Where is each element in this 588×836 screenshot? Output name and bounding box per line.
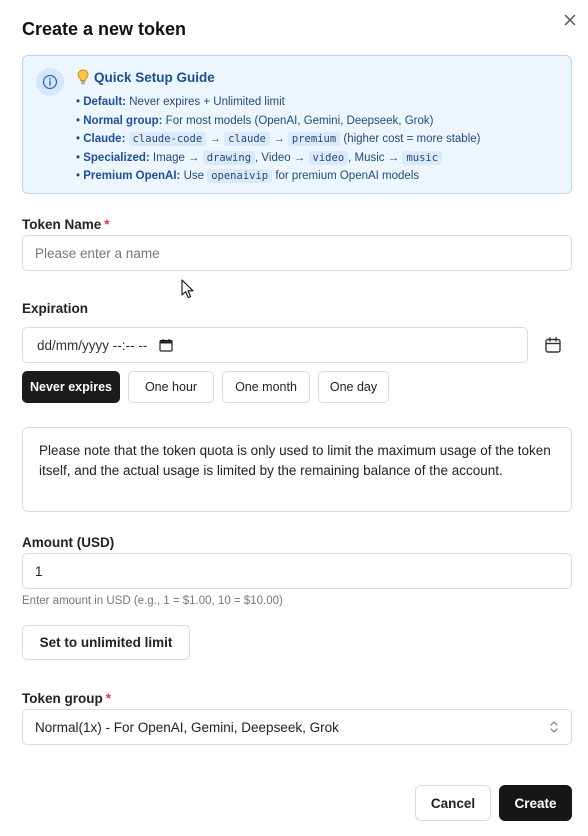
token-group-value: Normal(1x) - For OpenAI, Gemini, Deepseek, Grok: [35, 719, 339, 735]
chevron-updown-icon: [549, 720, 559, 734]
close-icon[interactable]: [562, 12, 578, 28]
calendar-icon[interactable]: [544, 336, 562, 354]
code-openaivip: openaivip: [207, 169, 272, 183]
guide-heading: [76, 69, 215, 85]
code-music: music: [402, 151, 442, 165]
amount-input[interactable]: [22, 553, 572, 589]
quick-setup-guide: [22, 55, 572, 194]
mouse-cursor-icon: [181, 279, 195, 299]
expiration-datetime-input[interactable]: [22, 327, 528, 363]
expiration-presets: [22, 371, 389, 403]
expiration-datetime-value: dd/mm/yyyy --:-- --: [37, 337, 148, 353]
guide-heading-text: Quick Setup Guide: [94, 69, 215, 85]
guide-item-premium-openai: • Premium OpenAI: Use openaivip for premium OpenAI models: [76, 170, 420, 183]
preset-one-hour[interactable]: One hour: [128, 371, 214, 403]
create-button[interactable]: Create: [499, 785, 572, 821]
amount-hint: Enter amount in USD (e.g., 1 = $1.00, 10 = $10.00): [22, 595, 283, 607]
cancel-button[interactable]: Cancel: [415, 785, 491, 821]
token-name-input[interactable]: [22, 235, 572, 271]
quota-note: Please note that the token quota is only used to limit the maximum usage of the token itself, and the actual usage is limited by the remaining balance of the account.: [22, 427, 572, 512]
code-claude-code: claude-code: [129, 132, 207, 146]
info-icon: [42, 74, 58, 90]
guide-item-claude: • Claude: claude-code → claude → premium (higher cost = more stable): [76, 133, 481, 146]
guide-item-normal-group: • Normal group: For most models (OpenAI, Gemini, Deepseek, Grok): [76, 114, 434, 127]
token-name-label: Token Name *: [22, 217, 110, 232]
code-video: video: [309, 151, 349, 165]
guide-item-specialized: • Specialized: Image → drawing , Video → video , Music → music: [76, 149, 480, 168]
token-name-placeholder: Please enter a name: [35, 245, 160, 261]
token-group-select[interactable]: [22, 709, 572, 745]
calendar-picker-icon[interactable]: [159, 338, 173, 352]
required-mark: *: [104, 217, 110, 232]
token-group-label: Token group *: [22, 691, 112, 706]
preset-one-month[interactable]: One month: [222, 371, 310, 403]
preset-one-day[interactable]: One day: [318, 371, 389, 403]
set-unlimited-button[interactable]: Set to unlimited limit: [22, 625, 190, 660]
code-claude: claude: [224, 132, 270, 146]
guide-list: [76, 93, 480, 186]
required-mark: *: [105, 691, 112, 706]
guide-item-default: • Default: Never expires + Unlimited limit: [76, 96, 285, 108]
amount-value: 1: [35, 563, 43, 579]
amount-label: Amount (USD): [22, 535, 115, 550]
lightbulb-icon: [76, 69, 90, 85]
preset-never-expires[interactable]: Never expires: [22, 371, 120, 403]
code-premium: premium: [288, 132, 340, 146]
dialog-title: Create a new token: [22, 19, 187, 39]
info-badge: [36, 68, 64, 96]
expiration-label: Expiration: [22, 301, 89, 316]
code-drawing: drawing: [203, 151, 255, 165]
